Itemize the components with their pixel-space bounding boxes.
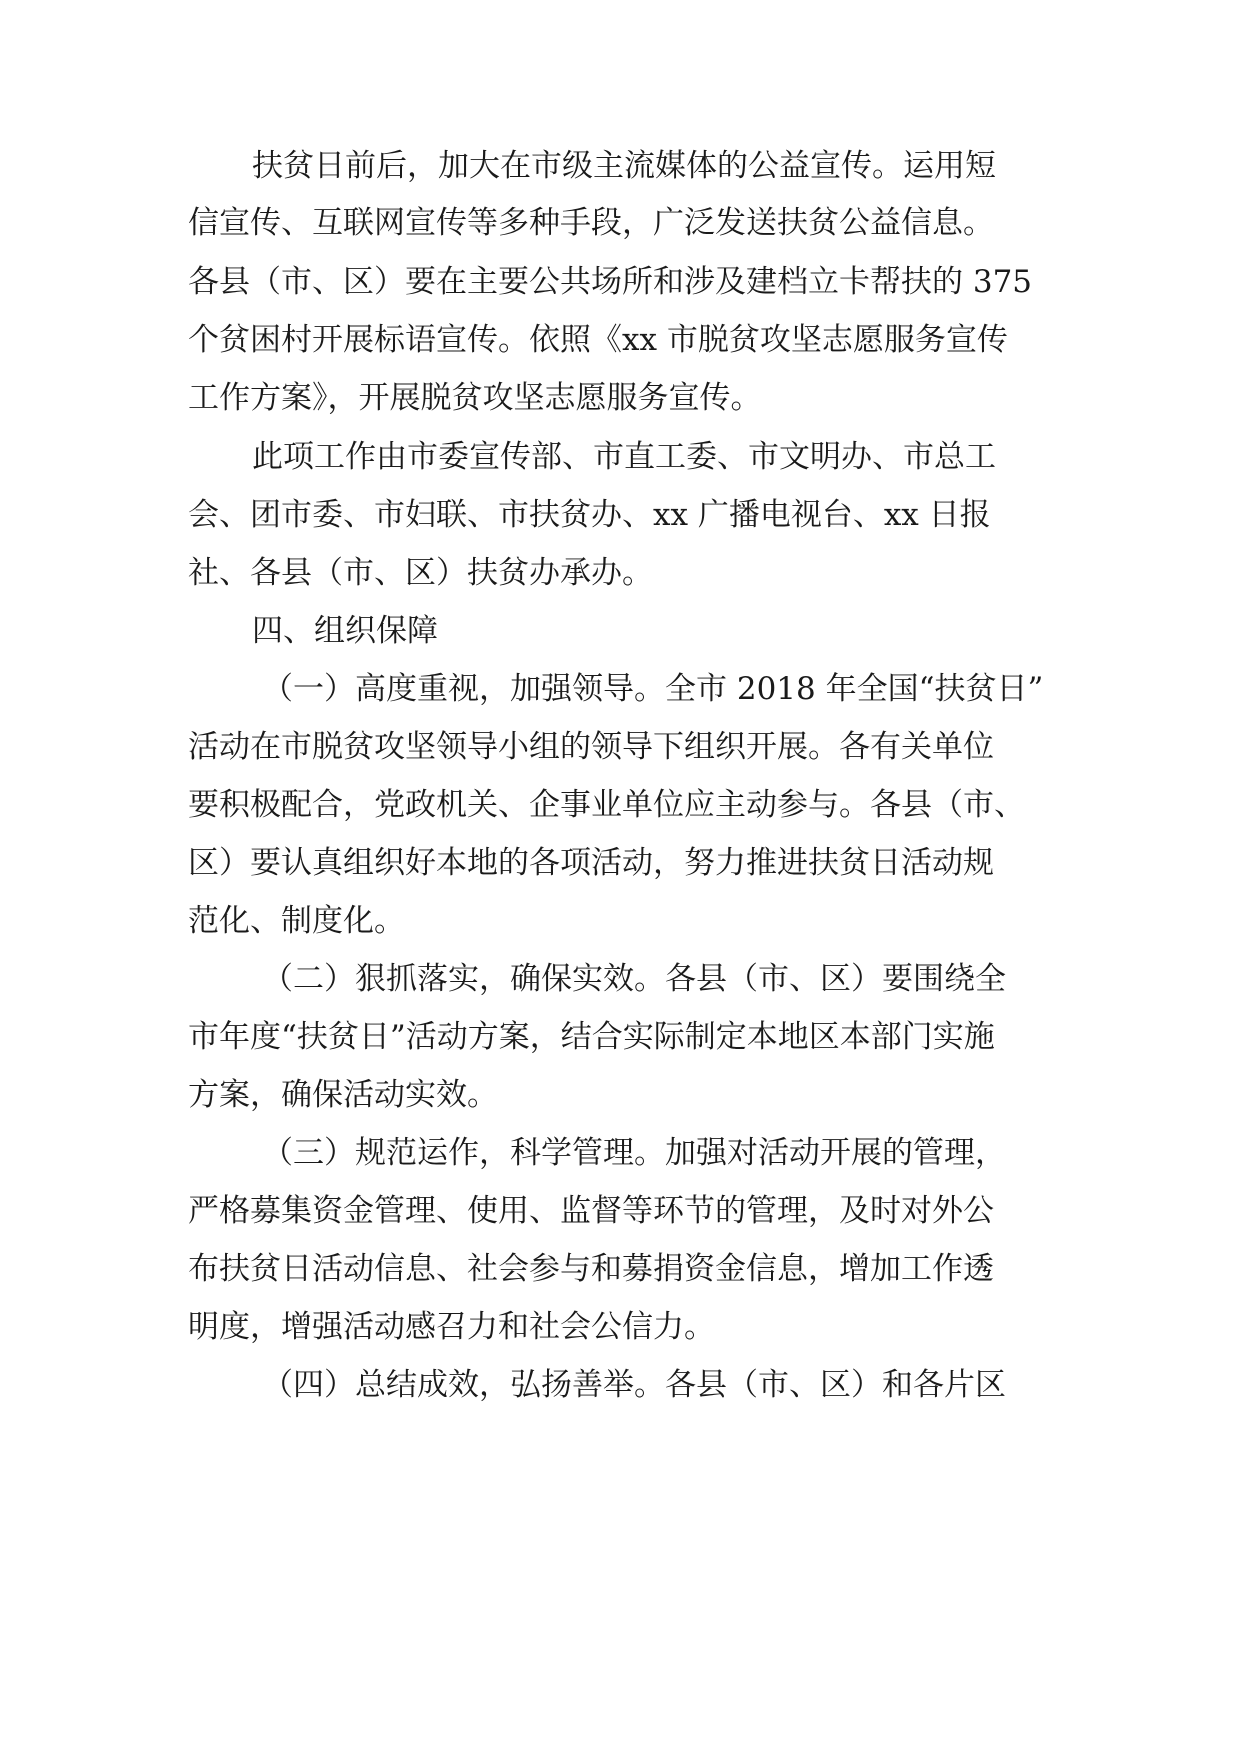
paragraph-line: 社、各县（市、区）扶贫办承办。 (188, 555, 653, 591)
paragraph-line: 布扶贫日活动信息、社会参与和募捐资金信息，增加工作透 (188, 1251, 994, 1287)
paragraph-line: 会、团市委、市妇联、市扶贫办、xx 广播电视台、xx 日报 (188, 497, 991, 533)
paragraph-line: 区）要认真组织好本地的各项活动，努力推进扶贫日活动规 (188, 845, 994, 881)
paragraph-line: 各县（市、区）要在主要公共场所和涉及建档立卡帮扶的 375 (188, 264, 1033, 300)
paragraph-line: 扶贫日前后，加大在市级主流媒体的公益宣传。运用短 (252, 148, 996, 184)
paragraph-line: 工作方案》，开展脱贫攻坚志愿服务宣传。 (188, 380, 762, 416)
paragraph-line: 个贫困村开展标语宣传。依照《xx 市脱贫攻坚志愿服务宣传 (188, 322, 1008, 358)
paragraph-line: 范化、制度化。 (188, 903, 405, 939)
paragraph-line: （三）规范运作，科学管理。加强对活动开展的管理， (262, 1135, 1006, 1171)
section-heading: 四、组织保障 (252, 613, 438, 649)
paragraph-line: 此项工作由市委宣传部、市直工委、市文明办、市总工 (252, 439, 996, 475)
paragraph-line: （一）高度重视，加强领导。全市 2018 年全国“扶贫日” (262, 671, 1044, 707)
paragraph-line: 方案，确保活动实效。 (188, 1077, 498, 1113)
paragraph-line: （四）总结成效，弘扬善举。各县（市、区）和各片区 (262, 1367, 1006, 1403)
paragraph-line: 信宣传、互联网宣传等多种手段，广泛发送扶贫公益信息。 (188, 205, 994, 241)
paragraph-line: 活动在市脱贫攻坚领导小组的领导下组织开展。各有关单位 (188, 729, 994, 765)
paragraph-line: 明度，增强活动感召力和社会公信力。 (188, 1309, 715, 1345)
paragraph-line: 市年度“扶贫日”活动方案，结合实际制定本地区本部门实施 (188, 1019, 995, 1055)
paragraph-line: 严格募集资金管理、使用、监督等环节的管理，及时对外公 (188, 1193, 994, 1229)
paragraph-line: 要积极配合，党政机关、企事业单位应主动参与。各县（市、 (188, 787, 1025, 823)
paragraph-line: （二）狠抓落实，确保实效。各县（市、区）要围绕全 (262, 961, 1006, 997)
